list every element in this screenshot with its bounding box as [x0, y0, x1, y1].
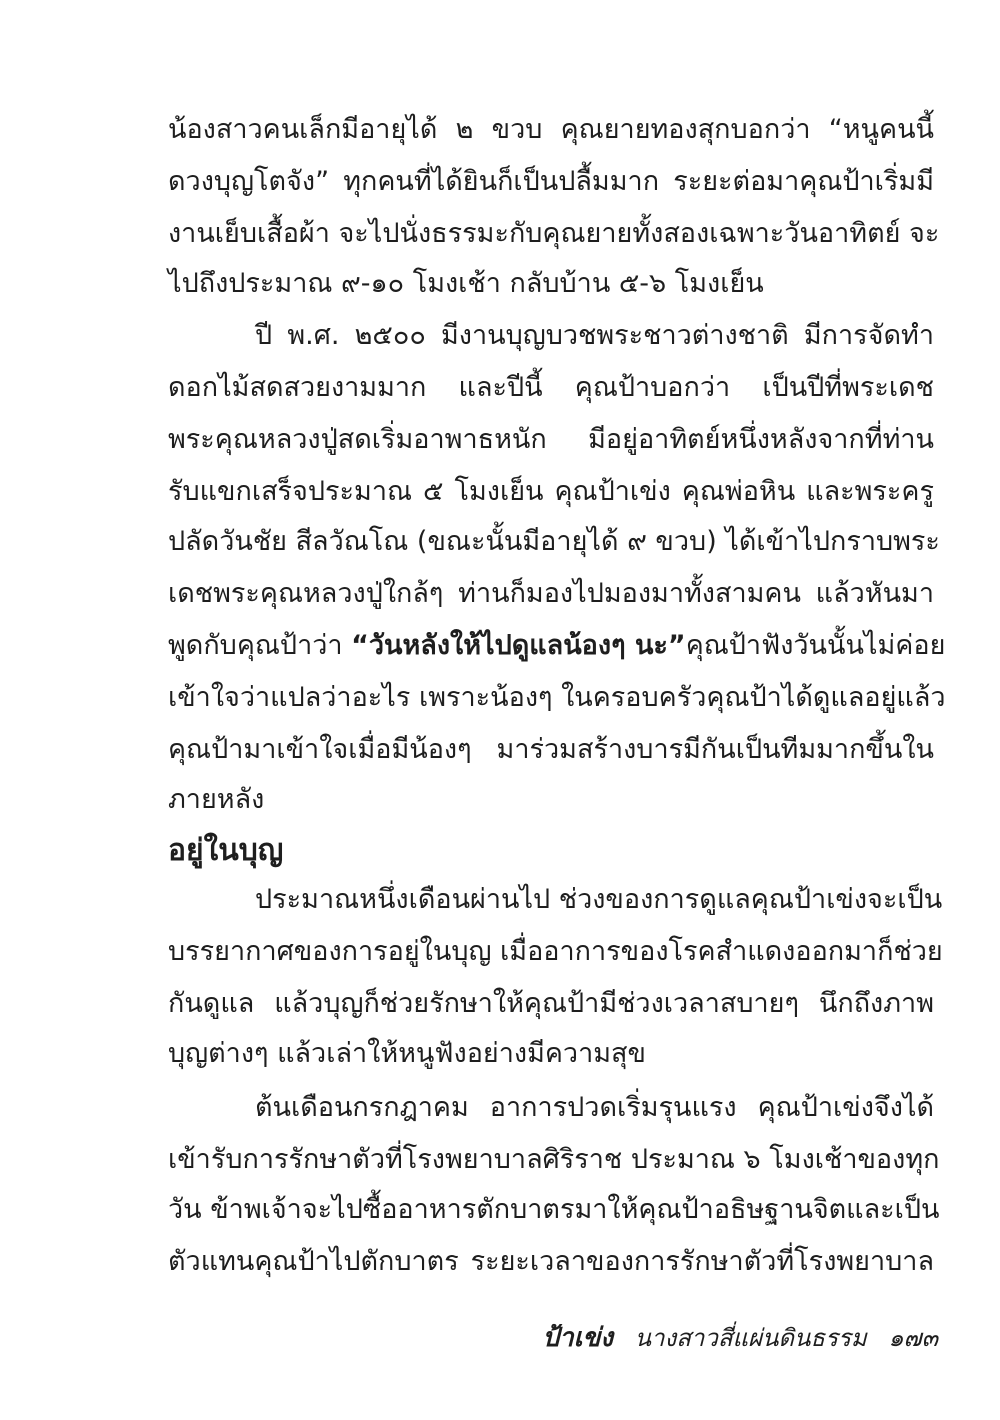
p2-line-3: พระคุณหลวงปู่สดเริ่มอาพาธหนัก มีอยู่อาทิตย์หนึ่งหลังจากที่ท่าน — [168, 424, 934, 455]
book-title: ป้าเข่ง — [542, 1323, 613, 1353]
p4-line-4: ตัวแทนคุณป้าไปตักบาตร ระยะเวลาของการรักษาตัวที่โรงพยาบาล — [168, 1246, 934, 1277]
p1-line-3: งานเย็บเสื้อผ้า จะไปนั่งธรรมะกับคุณยายทั้งสองเฉพาะวันอาทิตย์ จะ — [168, 218, 940, 249]
page-footer — [543, 1318, 938, 1358]
p2-line-1: ปี พ.ศ. ๒๕๐๐ มีงานบุญบวชพระชาวต่างชาติ มีการจัดทำ — [255, 320, 934, 351]
quote-bold: “วันหลังให้ไปดูแลน้องๆ นะ” — [351, 630, 686, 661]
p1-line-2: ดวงบุญโตจัง” ทุกคนที่ได้ยินก็เป็นปลื้มมาก ระยะต่อมาคุณป้าเริ่มมี — [168, 166, 934, 197]
p2-line-4: รับแขกเสร็จประมาณ ๕ โมงเย็น คุณป้าเข่ง คุณพ่อหิน และพระครู — [168, 476, 934, 507]
p2-line-7 — [168, 624, 946, 668]
p2-line-2: ดอกไม้สดสวยงามมาก และปีนี้ คุณป้าบอกว่า เป็นปีที่พระเดช — [168, 372, 934, 403]
p3-line-4: บุญต่างๆ แล้วเล่าให้หนูฟังอย่างมีความสุข — [168, 1038, 646, 1069]
book-subtitle: นางสาวสี่แผ่นดินธรรม — [634, 1324, 867, 1352]
p3-line-2: บรรยากาศของการอยู่ในบุญ เมื่ออาการของโรคสำแดงออกมาก็ช่วย — [168, 936, 943, 967]
p1-line-4: ไปถึงประมาณ ๙-๑๐ โมงเช้า กลับบ้าน ๕-๖ โมงเย็น — [168, 268, 764, 299]
p2-line-7-post: คุณป้าฟังวันนั้นไม่ค่อย — [685, 630, 946, 661]
page-number: ๑๗๓ — [888, 1324, 938, 1352]
p2-line-5: ปลัดวันชัย สีลวัณโณ (ขณะนั้นมีอายุได้ ๙ ขวบ) ได้เข้าไปกราบพระ — [168, 526, 940, 557]
p4-line-3: วัน ข้าพเจ้าจะไปซื้ออาหารตักบาตรมาให้คุณป้าอธิษฐานจิตและเป็น — [168, 1194, 940, 1225]
p4-line-1: ต้นเดือนกรกฎาคม อาการปวดเริ่มรุนแรง คุณป้าเข่งจึงได้ — [255, 1092, 934, 1123]
p3-line-1: ประมาณหนึ่งเดือนผ่านไป ช่วงของการดูแลคุณป้าเข่งจะเป็น — [255, 884, 943, 915]
p2-line-7-pre: พูดกับคุณป้าว่า — [168, 630, 352, 661]
p1-line-1: น้องสาวคนเล็กมีอายุได้ ๒ ขวบ คุณยายทองสุกบอกว่า “หนูคนนี้ — [168, 114, 934, 145]
p2-line-9: คุณป้ามาเข้าใจเมื่อมีน้องๆ มาร่วมสร้างบารมีกันเป็นทีมมากขึ้นใน — [168, 734, 934, 765]
p2-line-8: เข้าใจว่าแปลว่าอะไร เพราะน้องๆ ในครอบครัวคุณป้าได้ดูแลอยู่แล้ว — [168, 682, 946, 713]
p2-line-6: เดชพระคุณหลวงปู่ใกล้ๆ ท่านก็มองไปมองมาทั้งสามคน แล้วหันมา — [168, 578, 934, 609]
p3-line-3: กันดูแล แล้วบุญก็ช่วยรักษาให้คุณป้ามีช่วงเวลาสบายๆ นึกถึงภาพ — [168, 988, 934, 1019]
p2-line-10: ภายหลัง — [168, 784, 265, 815]
p4-line-2: เข้ารับการรักษาตัวที่โรงพยาบาลศิริราช ประมาณ ๖ โมงเช้าของทุก — [168, 1144, 940, 1175]
section-heading: อยู่ในบุญ — [168, 833, 284, 868]
